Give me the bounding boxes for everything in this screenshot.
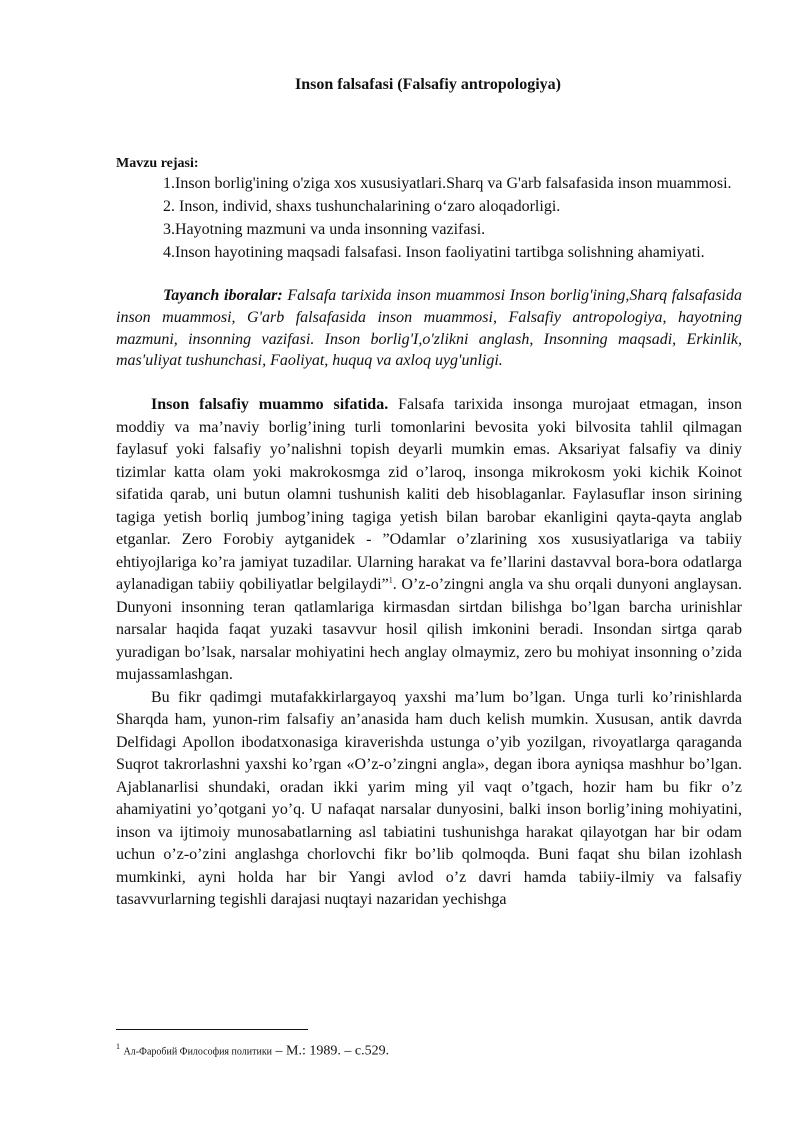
paragraph-1-text-a: Falsafa tarixida insonga murojaat etmagan, inson moddiy va ma’naviy borlig’ining turli tomonlarini bevosita yoki bilvosita tahlil qilmagan faylasuf yoki falsafiy yo’nalishni topish deyarli mumkin emas. Aksariyat falsafiy va diniy tizimlar katta olam yoki makrokosmga zid o’laroq, insonga mikrokosm yoki kichik Koinot sifatida qarab, uni butun olamni tushunish kaliti deb hisoblaganlar. Faylasuflar inson sirining tagiga yetish borliq jumbog’ining tagiga yetish bilan barobar ekanligini qayta-qayta anglab etganlar. Zero Forobiy aytganidek - ”Odamlar o’zlarining xos xususiyatlariga va tabiiy ehtiyojlariga ko’ra jamiyat tuzadilar. Ularning harakat va fe’llarini dastavval bora-bora odatlarga aylanadigan tabiiy qobiliyatlar belgilaydi” <box>116 396 743 594</box>
document-title: Inson falsafasi (Falsafiy antropologiya) <box>295 76 561 93</box>
plan-item-4: 4.Inson hayotining maqsadi falsafasi. Inson faoliyatini tartibga solishning ahamiyati. <box>163 244 705 261</box>
keywords-paragraph <box>116 285 742 372</box>
footnote-separator <box>116 1029 308 1030</box>
keywords-text: Falsafa tarixida inson muammosi Inson borlig'ining,Sharq falsafasida inson muammosi, G'arb falsafasida inson muammosi, Falsafiy antropologiya, hayotning mazmuni, insonning vazifasi. Inson borlig'I,o'zlikni anglash, Insonning maqsadi, Erkinlik, mas'uliyat tushunchasi, Faoliyat, huquq va axloq uyg'unligi. <box>116 287 742 370</box>
plan-item-1: 1.Inson borlig'ining o'ziga xos xususiyatlari.Sharq va G'arb falsafasida inson muammosi. <box>163 175 732 192</box>
footnote-source: Ал-Фаробий Философия политики <box>123 1046 273 1058</box>
body-paragraph-1 <box>116 394 742 687</box>
footnote <box>116 1038 742 1062</box>
body-paragraph-2: Bu fikr qadimgi mutafakkirlargayoq yaxshi ma’lum bo’lgan. Unga turli ko’rinishlarda Sharqda ham, yunon-rim falsafiy an’anasida ham duch kelish mumkin. Xususan, antik davrda Delfidagi Apollon ibodatxonasiga kiraverishda ustunga o’yib yozilgan, rivoyatlarga qaraganda Suqrot takrorlashni yaxshi ko’rgan «O’z-o’zingni angla», degan ibora ayniqsa mashhur bo’lgan. Ajablanarlisi shundaki, oradan ikki yarim ming yil vaqt o’tgach, hozir ham bu fikr o’z ahamiyatini yo’qotgani yo’q. U nafaqat narsalar dunyosini, balki inson borlig’ining mohiyatini, inson va ijtimoiy munosabatlarning asl tabiatini tushunishga harakat qilayotgan har bir odam uchun o’z-o’zini anglashga chorlovchi fikr bo’lib qolmoqda. Buni faqat shu bilan izohlash mumkinki, ayni holda har bir Yangi avlod o’z davri hamda tabiiy-ilmiy va falsafiy tasavvurlarning tegishli darajasi nuqtayi nazaridan yechishga <box>116 688 742 909</box>
footnote-details: – М.: 1989. – с.529. <box>272 1043 390 1059</box>
plan-item-2: 2. Inson, individ, shaxs tushunchalarining o‘zaro aloqadorligi. <box>163 198 561 215</box>
document-body <box>116 152 742 912</box>
footnote-number: 1 <box>116 1042 120 1051</box>
paragraph-1-text-b: . O’z-o’zingni angla va shu orqali dunyoni anglaysan. Dunyoni insonning teran qatlamlariga kirmasdan sirtdan bilishga bo’lgan barcha urinishlar narsalar haqida faqat yuzaki tasavvur hosil qilish imkonini beradi. Insondan sirtga qarab yuradigan bo’lsak, narsalar mohiyatini hech anglay olmaymiz, zero bu mohiyat insonning o’zida mujassamlashgan. <box>116 576 742 684</box>
footnote-reference[interactable]: 1 <box>388 575 393 585</box>
plan-label: Mavzu rejasi: <box>116 156 199 171</box>
section-heading: Inson falsafiy muammo sifatida. <box>151 396 389 414</box>
keywords-label: Tayanch iboralar: <box>163 287 283 304</box>
plan-item-3: 3.Hayotning mazmuni va unda insonning vazifasi. <box>163 221 486 238</box>
